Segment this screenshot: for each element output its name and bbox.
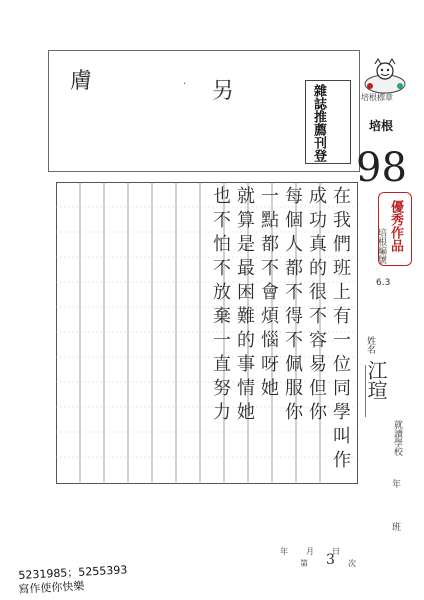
- award-seal-text: 優秀作品: [388, 200, 403, 252]
- essay-column-6: 也不怕不放棄一直努力: [210, 186, 231, 426]
- bacon-logo-icon: [360, 56, 410, 96]
- footer-page-number: 3: [326, 552, 335, 568]
- footer-page-suffix: 次: [348, 559, 356, 568]
- name-label: 姓名: [365, 336, 375, 354]
- student-name: 江瑄: [364, 360, 388, 400]
- score: 98: [356, 145, 407, 191]
- essay-column-5: 就算是最困難的事情她: [234, 186, 255, 426]
- footer-page-prefix: 第: [300, 559, 308, 568]
- class-label: 班: [392, 523, 402, 533]
- logo-caption: 培根標章: [361, 93, 393, 102]
- essay-column-1: 在我們班上有一位同學叫作: [330, 186, 351, 474]
- recommend-stamp-text: 雜誌推薦刊登: [311, 84, 326, 162]
- footer-slogan: 寫作使你快樂: [18, 579, 85, 596]
- essay-column-3: 每個人都不得不佩服你: [282, 186, 303, 426]
- serial-label: 培根編號: [376, 228, 386, 264]
- essay-column-4: 一點都不會煩惱呀她: [258, 186, 279, 402]
- year-label: 年: [392, 480, 402, 490]
- footer-date-labels: 年月日: [280, 547, 358, 556]
- essay-title-left: 膚: [70, 69, 93, 94]
- logo-name: 培根: [369, 119, 394, 133]
- serial-value: 6.3: [376, 278, 391, 288]
- essay-column-2: 成功真的很不容易但你: [306, 186, 327, 426]
- school-label: 就讀學校: [392, 420, 402, 456]
- title-dot: .: [183, 76, 187, 87]
- essay-title-right: 另: [212, 79, 235, 104]
- footer-phone: 5231985；5255393: [18, 563, 128, 582]
